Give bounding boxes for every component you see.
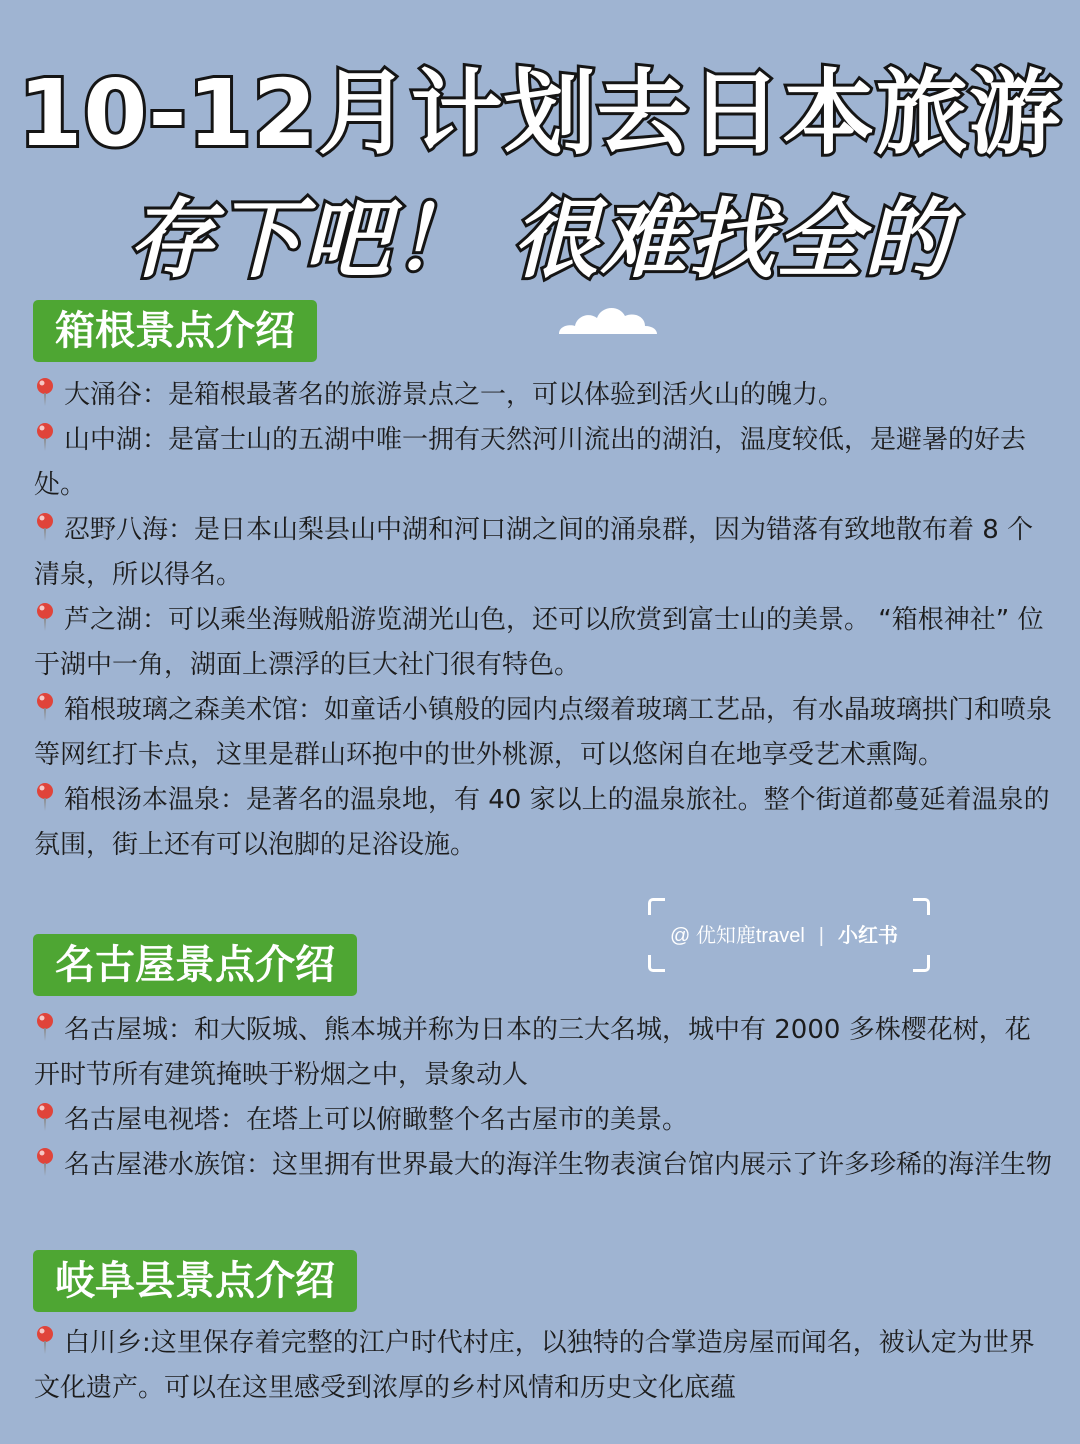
pin-icon	[34, 782, 56, 812]
pin-icon	[34, 1325, 56, 1355]
pin-icon	[34, 422, 56, 452]
cloud-icon	[555, 300, 659, 336]
list-item: 白川乡:这里保存着完整的江户时代村庄，以独特的合掌造房屋而闻名，被认定为世界文化遗产。可以在这里感受到浓厚的乡村风情和历史文化底蕴	[34, 1321, 1054, 1411]
pin-icon	[34, 377, 56, 407]
section-heading-hakone: 箱根景点介绍	[33, 300, 317, 362]
list-item: 名古屋城：和大阪城、熊本城并称为日本的三大名城，城中有 2000 多株樱花树，花开时节所有建筑掩映于粉烟之中，景象动人	[34, 1008, 1054, 1098]
watermark-handle: @ 优知鹿travel	[670, 925, 805, 947]
list-item: 芦之湖：可以乘坐海贼船游览湖光山色，还可以欣赏到富士山的美景。 “箱根神社” 位于湖中一角，湖面上漂浮的巨大社门很有特色。	[34, 598, 1054, 688]
pin-icon	[34, 1147, 56, 1177]
section-list-nagoya	[34, 1008, 1054, 1188]
list-item: 大涌谷：是箱根最著名的旅游景点之一，可以体验到活火山的魄力。	[34, 373, 1054, 418]
section-heading-nagoya: 名古屋景点介绍	[33, 934, 357, 996]
pin-icon	[34, 1012, 56, 1042]
list-item: 箱根汤本温泉：是著名的温泉地，有 40 家以上的温泉旅社。整个街道都蔓延着温泉的氛围，街上还有可以泡脚的足浴设施。	[34, 778, 1054, 868]
list-item: 山中湖：是富士山的五湖中唯一拥有天然河川流出的湖泊，温度较低，是避暑的好去处。	[34, 418, 1054, 508]
pin-icon	[34, 512, 56, 542]
list-item: 忍野八海：是日本山梨县山中湖和河口湖之间的涌泉群，因为错落有致地散布着 8 个清泉，所以得名。	[34, 508, 1054, 598]
pin-icon	[34, 1102, 56, 1132]
list-item: 箱根玻璃之森美术馆：如童话小镇般的园内点缀着玻璃工艺品，有水晶玻璃拱门和喷泉等网红打卡点，这里是群山环抱中的世外桃源，可以悠闲自在地享受艺术熏陶。	[34, 688, 1054, 778]
page-title: 10-12月计划去日本旅游	[18, 60, 1062, 167]
watermark-brand-logo: 小红书	[837, 925, 898, 947]
section-list-hakone	[34, 373, 1054, 868]
section-heading-gifu: 岐阜县景点介绍	[33, 1250, 357, 1312]
list-item: 名古屋电视塔：在塔上可以俯瞰整个名古屋市的美景。	[34, 1098, 1054, 1143]
watermark-separator: |	[818, 925, 824, 947]
list-item: 名古屋港水族馆：这里拥有世界最大的海洋生物表演台馆内展示了许多珍稀的海洋生物	[34, 1143, 1054, 1188]
watermark	[648, 898, 930, 972]
pin-icon	[34, 692, 56, 722]
section-list-gifu	[34, 1321, 1054, 1411]
pin-icon	[34, 602, 56, 632]
page-subtitle: 存下吧！ 很难找全的	[128, 190, 952, 290]
